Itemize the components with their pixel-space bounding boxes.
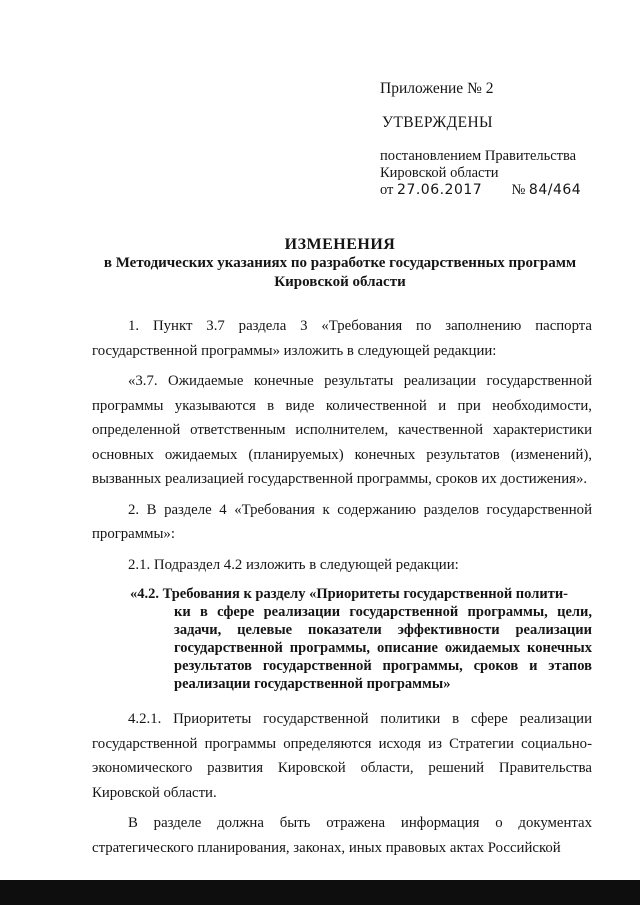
paragraph-2-1: 2.1. Подраздел 4.2 изложить в следующей редакции:: [128, 556, 459, 573]
paragraph-2: 2. В разделе 4 «Требования к содержанию разделов государственной программы»:: [92, 501, 592, 542]
paragraph-4-2-1: 4.2.1. Приоритеты государственной политики в сфере реализации государственной программы определяются исходя из Стратегии социально-экономического развития Кировской области, решений Правительства Кировской области.: [92, 711, 592, 801]
section-4-2-heading: [130, 585, 592, 693]
decree-line-1: постановлением Правительства: [380, 148, 577, 164]
document-title: [60, 235, 620, 292]
title-main: ИЗМЕНЕНИЯ: [284, 236, 396, 253]
decree-line-2: Кировской области: [380, 165, 499, 181]
scan-edge-bar: [0, 880, 640, 905]
section-4-2-heading-rest: ки в сфере реализации государственной программы, цели, задачи, целевые показатели эффективности реализации государственной программы, описание ожидаемых конечных результатов государственной программы, сроков и этапов реализации государственной программы»: [174, 604, 592, 692]
document-body: [92, 314, 592, 860]
paragraph-1: 1. Пункт 3.7 раздела 3 «Требования по заполнению паспорта государственной программы» изложить в следующей редакции:: [92, 318, 592, 359]
decree-from-label: от: [380, 182, 394, 198]
decree-number-label: №: [511, 182, 526, 198]
paragraph-section-info: В разделе должна быть отражена информация о документах стратегического планирования, законах, иных правовых актах Российской: [92, 815, 592, 856]
title-subject: в Методических указаниях по разработке государственных программ: [103, 255, 577, 271]
paragraph-3-7: «3.7. Ожидаемые конечные результаты реализации государственной программы указываются в виде количественной и при необходимости, определенной ответственным исполнителем, качественной характеристики основных ожидаемых (планируемых) конечных результатов (изменений), вызванных реализацией государственной программы, сроков их достижения».: [92, 373, 592, 487]
decree-date: 27.06.2017: [397, 182, 483, 198]
section-4-2-heading-first-line: «4.2. Требования к разделу «Приоритеты государственной полити-: [130, 586, 569, 602]
title-region: Кировской области: [274, 274, 406, 290]
approved-heading: УТВЕРЖДЕНЫ: [382, 114, 493, 131]
decree-reference: [380, 148, 581, 199]
decree-line-3: [380, 182, 581, 199]
decree-number: 84/464: [528, 182, 582, 198]
appendix-number: Приложение № 2: [380, 80, 494, 97]
